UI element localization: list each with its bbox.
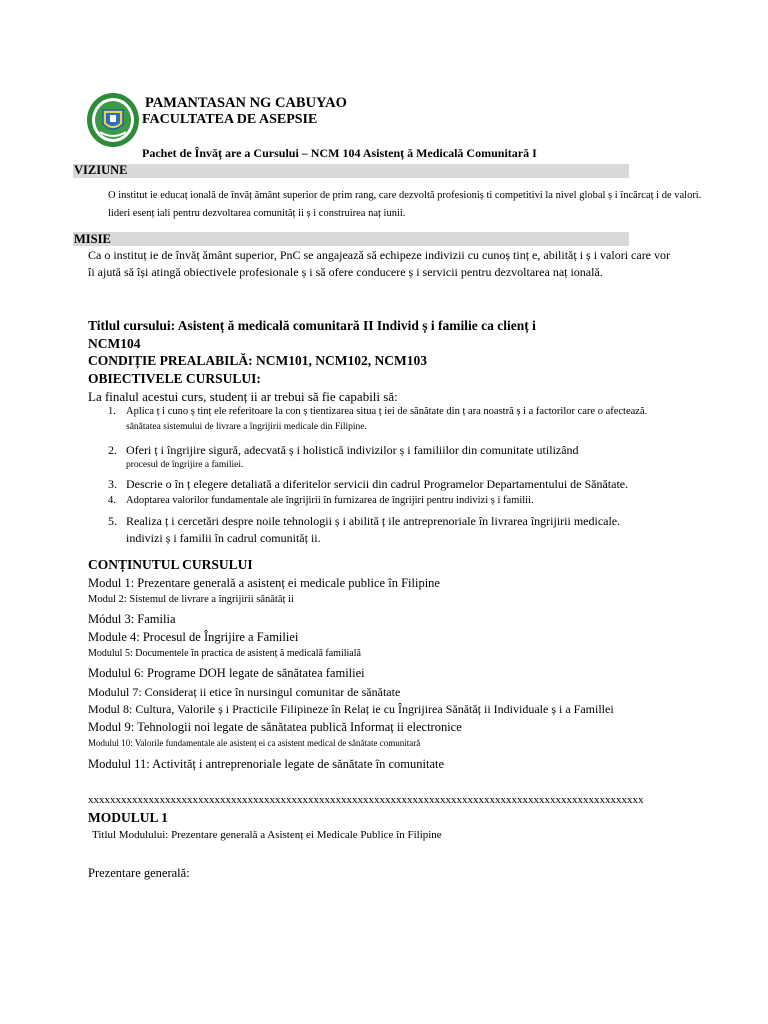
faculty-name: FACULTATEA DE ASEPSIE [142,112,318,127]
module-list-item: Modulul 7: Consideraț ii etice în nursingul comunitar de sănătate [88,685,401,699]
objective-4-line1: Adoptarea valorilor fundamentale ale îngrijirii în furnizarea de îngrijiri pentru indivizi ș i familii. [126,495,534,506]
module-list-item: Módul 3: Familia [88,612,176,626]
module-list-item: Modulul 6: Programe DOH legate de sănătatea familiei [88,666,365,680]
separator-line: xxxxxxxxxxxxxxxxxxxxxxxxxxxxxxxxxxxxxxxxxxxxxxxxxxxxxxxxxxxxxxxxxxxxxxxxxxxxxxxxxxxxxxxxxxxxxxxxxxxxx [88,794,644,806]
objective-number: 5. [108,514,117,528]
objectives-heading: OBIECTIVELE CURSULUI: [88,371,261,386]
module-list-item: Modul 8: Cultura, Valorile ș i Practicile Filipineze în Relaț ie cu Îngrijirea Sănătăț ii Individuale ș i a Famillei [88,702,614,716]
objective-5-line2: indivizi ș i familii în cadrul comunităț ii. [126,531,321,545]
objective-number: 3. [108,477,117,491]
vision-text-line1: O institut ie educaț ională de învăț ământ superior de prim rang, care dezvoltă profesioniș ti competitivi la nivel global ș i încărcaț i de valori. [108,190,702,201]
module-list-item: Modul 1: Prezentare generală a asistenț ei medicale publice în Filipine [88,576,440,590]
module-1-overview: Prezentare generală: [88,866,190,880]
university-seal-logo [86,92,140,148]
module-list-item: Modul 2: Sistemul de livrare a îngrijirii sănătăț ii [88,594,294,605]
module-1-title: Titlul Modulului: Prezentare generală a Asistenț ei Medicale Publice în Filipine [92,829,442,841]
module-list-item: Module 4: Procesul de Îngrijire a Familiei [88,630,299,644]
objectives-intro: La finalul acestui curs, studenț ii ar trebui să fie capabili să: [88,389,398,404]
objective-2-line1: Oferi ț i îngrijire sigură, adecvată ș i holistică indivizilor ș i familiilor din comunitate utilizând [126,443,579,457]
content-heading: CONȚINUTUL CURSULUI [88,557,253,572]
module-list-item: Modulul 10: Valorile fundamentale ale asistenț ei ca asistent medical de sănătate comunitară [88,738,421,748]
mission-text-line1: Ca o instituț ie de învăț ământ superior, PnC se angajează să echipeze indivizii cu cunoș tinț e, abilităț i ș i valori care vor [88,248,671,262]
objective-1-line1: Aplica ț i cuno ș tinț ele referitoare la con ș tientizarea situa ț iei de sănătate din ț ara noastră ș i a factorilor care o afectează. [126,406,648,417]
course-title: Titlul cursului: Asistenț ă medicală comunitară II Individ ș i familie ca clienț i [88,318,536,333]
module-1-heading: MODULUL 1 [88,810,168,825]
course-prerequisite: CONDIȚIE PREALABILĂ: NCM101, NCM102, NCM103 [88,353,427,368]
objective-5-line1: Realiza ț i cercetări despre noile tehnologii ș i abilită ț ile antreprenoriale în livrarea îngrijirii medicale. [126,514,621,528]
module-list-item: Modulul 5: Documentele în practica de asistenț ă medicală familială [88,648,361,659]
objective-2-line2: procesul de îngrijire a familiei. [126,460,244,470]
mission-text-line2: îi ajută să își atingă obiectivele profesionale ș i să ofere conducere ș i servicii pentru dezvoltarea naț ională. [88,265,603,279]
objective-number: 1. [108,406,116,417]
objective-number: 4. [108,495,116,506]
objective-number: 2. [108,443,117,457]
vision-band [73,164,629,178]
objective-3-line1: Descrie o în ț elegere detaliată a diferitelor servicii din cadrul Programelor Departamentului de Sănătate. [126,477,629,491]
objective-1-line2: sănătatea sistemului de livrare a îngrijirii medicale din Filipine. [126,422,367,432]
vision-label: VIZIUNE [74,163,128,177]
course-code: NCM104 [88,336,141,351]
university-name: PAMANTASAN NG CABUYAO [145,95,347,111]
document-subtitle: Pachet de Învăț are a Cursului – NCM 104 Asistenț ă Medicală Comunitară I [142,146,537,160]
mission-label: MISIE [74,232,111,246]
vision-text-line2: lideri esenț iali pentru dezvoltarea comunităț ii ș i construirea naț iunii. [108,208,406,219]
mission-band [73,232,629,246]
module-list-item: Modulul 11: Activităț i antreprenoriale legate de sănătate în comunitate [88,757,445,771]
module-list-item: Modul 9: Tehnologii noi legate de sănătatea publică Informaț ii electronice [88,720,462,734]
